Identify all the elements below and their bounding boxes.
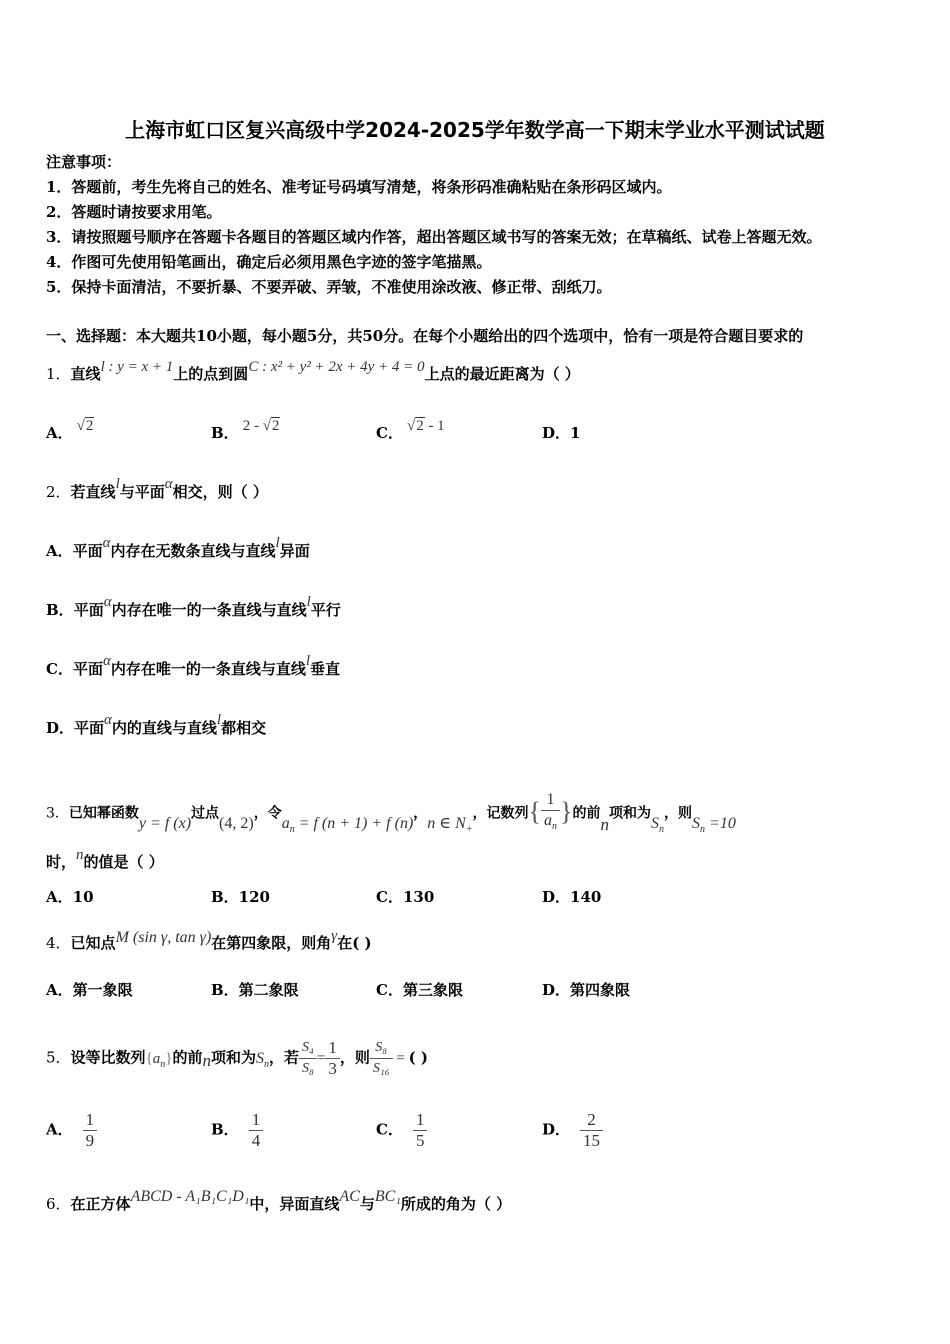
- math: l: [115, 476, 120, 492]
- option-label: B．: [211, 424, 239, 442]
- math: M (sin γ, tan γ): [115, 929, 212, 946]
- text: ，: [413, 805, 428, 822]
- option-a[interactable]: A．10: [46, 888, 94, 906]
- text: 已知点: [70, 934, 116, 952]
- math: α: [164, 476, 173, 492]
- notice-item: 4．作图可先使用铅笔画出，确定后必须用黑色字迹的签字笔描黑。: [46, 253, 492, 271]
- text: ，若: [269, 1048, 300, 1067]
- option-c[interactable]: [46, 653, 341, 680]
- option-b[interactable]: B．120: [211, 888, 270, 906]
- option-c[interactable]: C．第三象限: [376, 981, 463, 999]
- question-number: 6．: [46, 1195, 71, 1213]
- text: 已知幂函数: [68, 805, 139, 822]
- math: AC: [339, 1188, 360, 1205]
- text: 在( ): [337, 934, 372, 952]
- text: ，则: [339, 1048, 370, 1067]
- option-label: B．: [211, 1120, 239, 1139]
- option-label: A．: [46, 1120, 73, 1139]
- math: γ: [331, 928, 338, 944]
- math: a: [152, 1050, 161, 1067]
- text: 过点: [191, 805, 220, 822]
- circle-equation: C : x² + y² + 2x + 4y + 4 = 0: [248, 359, 425, 375]
- math: l: [305, 653, 311, 669]
- option-a[interactable]: A． √2: [46, 418, 94, 442]
- text: 的值是（ ）: [83, 853, 164, 871]
- radicand: 2: [416, 418, 424, 434]
- question-4: [46, 928, 372, 954]
- text: 平行: [310, 601, 341, 619]
- option-d[interactable]: [542, 423, 580, 443]
- question-1: [46, 359, 580, 385]
- option-a[interactable]: A．第一象限: [46, 981, 133, 999]
- text: 的前: [572, 805, 601, 822]
- option-b[interactable]: B．第二象限: [211, 981, 299, 999]
- math: S: [692, 814, 701, 832]
- question-number: 3．: [46, 805, 69, 822]
- math: =10: [705, 814, 736, 832]
- question-number: 1．: [46, 365, 71, 383]
- math: α: [102, 535, 111, 551]
- math: l: [216, 712, 222, 728]
- subscript: n: [552, 821, 558, 833]
- text: ( ): [408, 1048, 428, 1067]
- option-d[interactable]: D．140: [542, 888, 602, 906]
- text: ，令: [253, 805, 282, 822]
- math: l: [306, 594, 311, 610]
- radicand: 2: [85, 418, 94, 434]
- option-d[interactable]: [542, 1110, 603, 1151]
- option-label: C．: [376, 1120, 403, 1139]
- math: =: [392, 1050, 409, 1067]
- subscript: n: [289, 823, 295, 835]
- math: S: [651, 814, 660, 832]
- text: 平面: [73, 601, 104, 619]
- math: α: [103, 594, 112, 610]
- math: y = f (x): [138, 814, 192, 832]
- text: 在正方体: [70, 1195, 131, 1213]
- option-label: A．: [46, 542, 73, 560]
- fraction-denominator: 3: [328, 1059, 337, 1078]
- option-d[interactable]: [46, 712, 267, 739]
- text: 垂直: [310, 660, 341, 678]
- math: n: [202, 1050, 211, 1070]
- text: 平面: [72, 542, 103, 560]
- option-label: C．: [46, 660, 73, 678]
- fraction-numerator: 1: [413, 1110, 428, 1131]
- fraction-numerator: 1: [249, 1110, 264, 1131]
- page-title: 上海市虹口区复兴高级中学2024-2025学年数学高一下期末学业水平测试试题: [125, 118, 825, 142]
- subscript: n: [700, 823, 706, 835]
- section-heading: 一、选择题：本大题共10小题，每小题5分，共50分。在每个小题给出的四个选项中，恰有一项是符合题目要求的: [46, 327, 804, 345]
- subscript: n: [659, 823, 665, 835]
- option-label: B．: [46, 601, 74, 619]
- subscript: n: [264, 1058, 269, 1070]
- text: 平面: [74, 719, 105, 737]
- fraction-numerator: 1: [325, 1038, 340, 1059]
- text: 平面: [72, 660, 103, 678]
- option-label: C．: [376, 424, 403, 442]
- subscript: n: [160, 1058, 166, 1070]
- question-2: [46, 476, 268, 503]
- fraction-denominator: a: [544, 812, 553, 829]
- notice-item: 1．答题前，考生先将自己的姓名、准考证号码填写清楚，将条形码准确粘贴在条形码区域内。: [46, 178, 672, 196]
- text: 直线: [70, 365, 101, 383]
- text: ，则: [664, 805, 693, 822]
- question-number: 4．: [46, 934, 71, 952]
- math: n ∈ N: [427, 814, 466, 832]
- math: a: [281, 814, 290, 832]
- option-label: D．: [542, 424, 571, 442]
- text: 项和为: [609, 805, 652, 822]
- fraction-numerator: 1: [83, 1110, 98, 1131]
- text: 上的点到圆: [173, 365, 249, 383]
- option-d[interactable]: D．第四象限: [542, 981, 631, 999]
- text: 内的直线与直线: [111, 719, 217, 737]
- text: 的前: [172, 1048, 203, 1067]
- math: l: [275, 535, 280, 551]
- option-c[interactable]: C． √2 - 1: [376, 418, 445, 442]
- question-3: 3．已知幂函数y = f (x)过点(4, 2)，令$a_n = f$ (n + 1) + f (n)，n ∈ $N_+$，记数列{ $\frac{1}{a_n}$ }的前n项和为$S_n$，则$S_n =10$: [46, 791, 736, 835]
- option-b[interactable]: [46, 594, 341, 621]
- math: n: [76, 847, 84, 863]
- fraction-denominator: 9: [85, 1131, 95, 1150]
- text: 都相交: [221, 719, 267, 737]
- fraction-numerator: S₈: [370, 1038, 393, 1059]
- option-label: D．: [46, 719, 75, 737]
- question-6: [46, 1188, 512, 1215]
- fraction-denominator: 4: [251, 1131, 261, 1150]
- text: 若直线: [70, 483, 116, 501]
- fraction-denominator: S₈: [302, 1061, 314, 1076]
- math: α: [102, 653, 111, 669]
- option-c[interactable]: C．130: [376, 888, 435, 906]
- math: 2 -: [242, 418, 263, 434]
- math: n: [600, 814, 610, 834]
- notice-item: 5．保持卡面清洁，不要折暴、不要弄破、弄皱，不准使用涂改液、修正带、刮纸刀。: [46, 278, 612, 296]
- radicand: 2: [271, 418, 280, 434]
- text: ，记数列: [472, 805, 529, 822]
- fraction-numerator: 2: [580, 1110, 603, 1131]
- question-5: 5．设等比数列$\{a_n\}$的前n项和为$S_n$，若 $\frac{\text{S₄}}{\text{S₈}}$ = $\frac{1}{3}$ ，则 $\frac{\text{S₈}}{\text{S₁₆}}$ = ( ): [46, 1038, 428, 1078]
- text: 与: [359, 1195, 375, 1213]
- math: - 1: [424, 418, 445, 434]
- question-number: 5．: [46, 1048, 71, 1067]
- text: 内存在唯一的一条直线与直线: [111, 601, 307, 619]
- question-3-line-2: [46, 847, 164, 873]
- notice-item: 2．答题时请按要求用笔。: [46, 203, 222, 221]
- text: 时，: [46, 853, 77, 871]
- option-c[interactable]: [376, 1110, 427, 1151]
- notice-item: 3．请按照题号顺序在答题卡各题目的答题区域内作答，超出答题区域书写的答案无效；在草稿纸、试卷上答题无效。: [46, 228, 822, 246]
- option-label: A．: [46, 424, 73, 442]
- fraction-denominator: 5: [415, 1131, 425, 1150]
- text: 中，异面直线: [249, 1195, 340, 1213]
- text: 在第四象限，则角: [211, 934, 332, 952]
- text: 所成的角为（ ）: [400, 1195, 512, 1213]
- fraction-numerator: 1: [541, 790, 560, 811]
- option-b[interactable]: B． 2 - √2: [211, 418, 280, 442]
- math: =: [316, 1050, 326, 1067]
- math: ABCD - A₁B₁C₁D₁: [130, 1188, 250, 1205]
- text: 与平面: [119, 483, 165, 501]
- line-equation: l : y = x + 1: [100, 359, 174, 375]
- math: = f (n + 1) + f (n): [294, 814, 414, 832]
- text: 内存在唯一的一条直线与直线: [110, 660, 306, 678]
- text: 相交，则（ ）: [172, 483, 268, 501]
- fraction-denominator: S₁₆: [372, 1061, 390, 1076]
- question-number: 2．: [46, 483, 71, 501]
- fraction-denominator: 15: [583, 1131, 601, 1150]
- text: 上点的最近距离为（ ）: [424, 365, 580, 383]
- subscript: +: [465, 823, 473, 835]
- text: 异面: [279, 542, 310, 560]
- text: 设等比数列: [70, 1048, 146, 1067]
- notice-heading: 注意事项：: [46, 153, 122, 171]
- option-value: 1: [570, 424, 581, 442]
- option-a[interactable]: [46, 535, 310, 562]
- math: (4, 2): [219, 814, 254, 832]
- fraction-numerator: S₄: [299, 1038, 317, 1059]
- math: α: [104, 712, 112, 728]
- option-label: D．: [542, 1120, 571, 1139]
- text: 内存在无数条直线与直线: [110, 542, 276, 560]
- math: S: [256, 1049, 264, 1067]
- option-a[interactable]: [46, 1110, 97, 1151]
- text: 项和为: [210, 1048, 256, 1067]
- option-b[interactable]: [211, 1110, 263, 1151]
- math: BC₁: [374, 1188, 401, 1205]
